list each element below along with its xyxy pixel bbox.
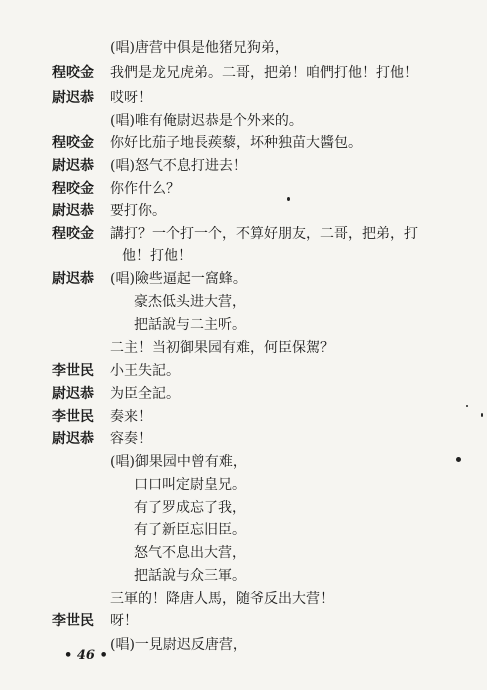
speaker-name: 尉迟恭 [52, 271, 94, 287]
speaker-name: 李世民 [52, 409, 94, 425]
script-line [0, 610, 487, 632]
ink-speck [466, 405, 468, 407]
script-line [0, 337, 487, 359]
line-text: 你好比茄子地長蒺藜，坏种独苗大醬包。 [110, 135, 362, 151]
line-text: (唱)唯有俺尉迟恭是个外来的。 [110, 113, 303, 129]
script-line [0, 497, 487, 519]
script-line [0, 588, 487, 610]
speaker-name: 尉迟恭 [52, 90, 94, 106]
script-line [0, 155, 487, 177]
line-text: 奏来！ [110, 409, 152, 425]
line-text: 他！打他！ [122, 248, 192, 264]
line-text: (唱)險些逼起一窩蜂。 [110, 271, 247, 287]
script-line [0, 314, 487, 336]
script-line [0, 542, 487, 564]
script-line [0, 245, 487, 267]
line-text: 有了新臣忘旧臣。 [134, 522, 246, 538]
line-text: 講打？一个打一个，不算好朋友，二哥，把弟，打 [110, 226, 418, 242]
line-text: 有了罗成忘了我， [134, 500, 246, 516]
line-text: 呀！ [110, 613, 138, 629]
script-line [0, 428, 487, 450]
line-text: (唱)唐营中俱是他猪兄狗弟， [110, 40, 289, 56]
ink-speck [481, 413, 483, 417]
speaker-name: 尉迟恭 [52, 386, 94, 402]
script-line [0, 268, 487, 290]
line-text: (唱)御果园中曾有难， [110, 454, 247, 470]
speaker-name: 李世民 [52, 613, 94, 629]
script-line [0, 178, 487, 200]
speaker-name: 尉迟恭 [52, 431, 94, 447]
script-line [0, 383, 487, 405]
line-text: 我們是龙兄虎弟。二哥，把弟！咱們打他！打他！ [110, 65, 418, 81]
script-line [0, 519, 487, 541]
script-line [0, 360, 487, 382]
script-line [0, 451, 487, 473]
speaker-name: 李世民 [52, 363, 94, 379]
speaker-name: 程咬金 [52, 135, 94, 151]
speaker-name: 尉迟恭 [52, 158, 94, 174]
line-text: 二主！当初御果园有难，何臣保駕？ [110, 340, 334, 356]
script-line [0, 406, 487, 428]
line-text: 要打你。 [110, 203, 166, 219]
line-text: 三軍的！降唐人馬，随爷反出大营！ [110, 591, 334, 607]
line-text: 容奏！ [110, 431, 152, 447]
script-line [0, 223, 487, 245]
speaker-name: 程咬金 [52, 226, 94, 242]
script-line [0, 132, 487, 154]
line-text: 为臣全記。 [110, 386, 180, 402]
script-line [0, 37, 487, 59]
script-line [0, 87, 487, 109]
line-text: 怒气不息出大营， [134, 545, 246, 561]
script-line [0, 565, 487, 587]
ink-speck [287, 197, 290, 201]
line-text: (唱)怒气不息打进去！ [110, 158, 247, 174]
script-line [0, 474, 487, 496]
script-line [0, 291, 487, 313]
script-line [0, 62, 487, 84]
line-text: 把話說与二主听。 [134, 317, 246, 333]
speaker-name: 尉迟恭 [52, 203, 94, 219]
speaker-name: 程咬金 [52, 65, 94, 81]
script-line [0, 110, 487, 132]
line-text: 哎呀！ [110, 90, 152, 106]
line-text: (唱)一見尉迟反唐营， [110, 637, 247, 653]
ink-speck [456, 457, 461, 462]
script-line [0, 200, 487, 222]
speaker-name: 程咬金 [52, 181, 94, 197]
line-text: 豪杰低头进大营， [134, 294, 246, 310]
line-text: 小王失記。 [110, 363, 180, 379]
page-number: • 46 • [64, 648, 108, 663]
line-text: 口口叫定尉皇兄。 [134, 477, 246, 493]
line-text: 把話說与众三軍。 [134, 568, 246, 584]
line-text: 你作什么？ [110, 181, 180, 197]
